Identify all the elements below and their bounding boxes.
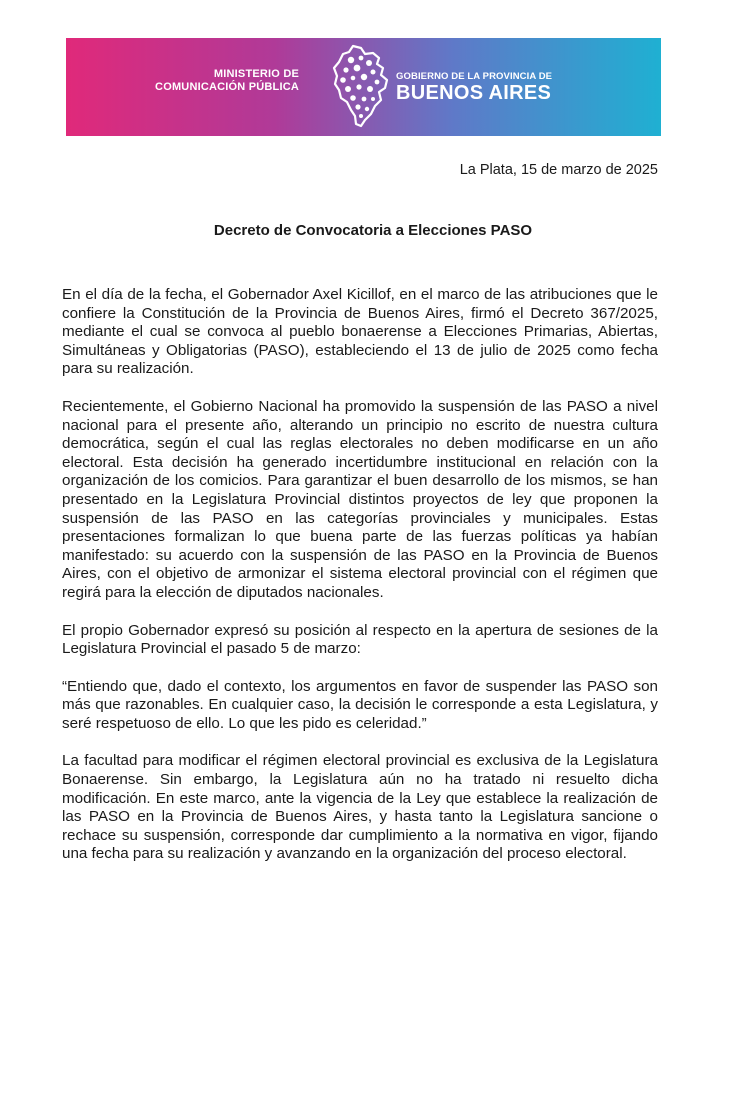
ministry-name [155, 68, 299, 94]
ministry-line-2: COMUNICACIÓN PÚBLICA [155, 81, 299, 93]
header-banner [66, 38, 661, 136]
paragraph-1: En el día de la fecha, el Gobernador Axel Kicillof, en el marco de las atribuciones que le confiere la Constitución de la Provincia de Buenos Aires, firmó el Decreto 367/2025, mediante el cual se convoca al pueblo bonaerense a Elecciones Primarias, Abiertas, Simultáneas y Obligatorias (PASO), estableciendo el 13 de julio de 2025 como fecha para su realización. [62, 286, 658, 378]
province-map-logo-icon [331, 44, 389, 128]
quote-paragraph: “Entiendo que, dado el contexto, los argumentos en favor de suspender las PASO son más que razonables. En cualquier caso, la decisión le corresponde a esta Legislatura, y seré respetuoso de ello. Lo que les pido es celeridad.” [62, 677, 658, 732]
government-line-1: GOBIERNO DE LA PROVINCIA DE [396, 71, 553, 82]
paragraph-2: Recientemente, el Gobierno Nacional ha promovido la suspensión de las PASO a nivel nacional para el presente año, alterando un principio no escrito de nuestra cultura democrática, según el cual las reglas electorales no deben modificarse en un año electoral. Esta decisión ha generado incertidumbre institucional en relación con la organización de los comicios. Para garantizar el buen desarrollo de los mismos, se han presentado en la Legislatura Provincial distintos proyectos de ley que proponen la suspensión de las PASO en las categorías provinciales y municipales. Estas presentaciones formalizan lo que buena parte de las fuerzas políticas ya habían manifestado: su acuerdo con la suspensión de las PASO en la Provincia de Buenos Aires, con el objetivo de armonizar el sistema electoral provincial con el régimen que regirá para la elección de diputados nacionales. [62, 397, 658, 601]
paragraph-3: El propio Gobernador expresó su posición al respecto en la apertura de sesiones de la Legislatura Provincial el pasado 5 de marzo: [62, 621, 658, 658]
government-name [396, 71, 552, 104]
ministry-line-1: MINISTERIO DE [213, 68, 299, 80]
government-line-2: BUENOS AIRES [396, 82, 552, 104]
document-body [62, 286, 658, 883]
document-date: La Plata, 15 de marzo de 2025 [459, 162, 658, 178]
paragraph-5: La facultad para modificar el régimen electoral provincial es exclusiva de la Legislatura Bonaerense. Sin embargo, la Legislatura aún no ha tratado ni resuelto dicha modificación. En este marco, ante la vigencia de la Ley que establece la realización de las PASO en la Provincia de Buenos Aires, y hasta tanto la Legislatura sancione o rechace su suspensión, corresponde dar cumplimiento a la normativa en vigor, fijando una fecha para su realización y avanzando en la organización del proceso electoral. [62, 752, 658, 863]
document-title: Decreto de Convocatoria a Elecciones PASO [213, 222, 533, 239]
